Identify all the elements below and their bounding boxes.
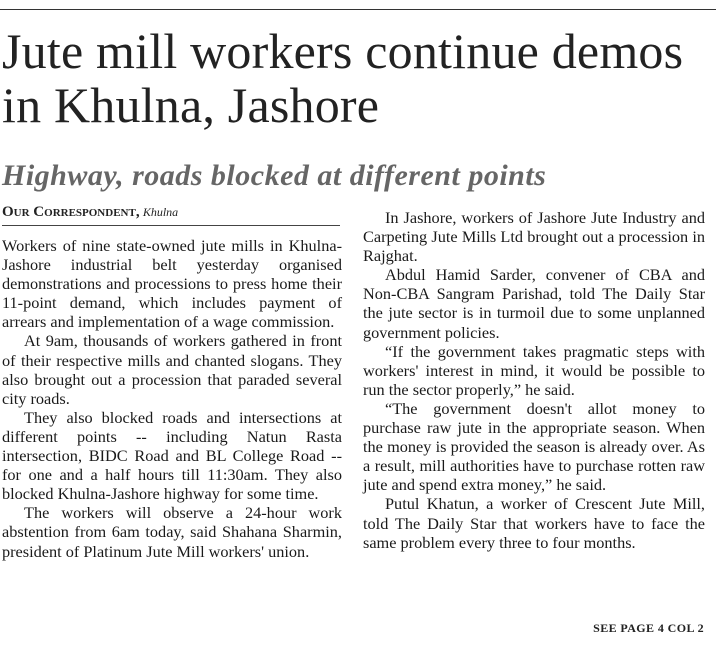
paragraph: At 9am, thousands of workers gathered in front of their respective mills and chanted slogans. They also brought out a procession that paraded several city roads. — [2, 331, 342, 408]
paragraph: In Jashore, workers of Jashore Jute Industry and Carpeting Jute Mills Ltd brought out a procession in Rajghat. — [363, 208, 705, 266]
byline-author: Our Correspondent, — [2, 204, 140, 220]
jump-line: SEE PAGE 4 COL 2 — [593, 621, 704, 635]
byline-location: Khulna — [142, 205, 179, 219]
byline — [2, 203, 342, 221]
byline-rule — [2, 225, 340, 226]
headline: Jute mill workers continue demos in Khulna, Jashore — [2, 23, 684, 133]
paragraph: Abdul Hamid Sarder, convener of CBA and Non-CBA Sangram Parishad, told The Daily Star the jute sector is in turmoil due to some unplanned government policies. — [363, 265, 705, 342]
subheadline: Highway, roads blocked at different points — [2, 159, 547, 192]
paragraph: They also blocked roads and intersections at different points -- including Natun Rasta intersection, BIDC Road and BL College Road -- for one and a half hours till 11:30am. They also blocked Khulna-Jashore highway for some time. — [2, 407, 342, 504]
article-column-right — [363, 208, 705, 552]
paragraph: “If the government takes pragmatic steps with workers' interest in mind, it would be possible to run the sector properly,” he said. — [363, 341, 705, 399]
paragraph: Putul Khatun, a worker of Crescent Jute Mill, told The Daily Star that workers have to face the same problem every three to four months. — [363, 494, 705, 552]
top-rule — [0, 9, 716, 10]
article-column-left — [2, 236, 342, 561]
paragraph: “The government doesn't allot money to purchase raw jute in the appropriate season. When the money is provided the season is already over. As a result, mill authorities have to purchase rotten raw jute and spend extra money,” he said. — [363, 398, 705, 495]
paragraph: Workers of nine state-owned jute mills in Khulna-Jashore industrial belt yesterday organised demonstrations and processions to press home their 11-point demand, which includes payment of arrears and implementation of a wage commission. — [2, 236, 342, 332]
paragraph: The workers will observe a 24-hour work abstention from 6am today, said Shahana Sharmin, president of Platinum Jute Mill workers' union. — [2, 503, 342, 561]
